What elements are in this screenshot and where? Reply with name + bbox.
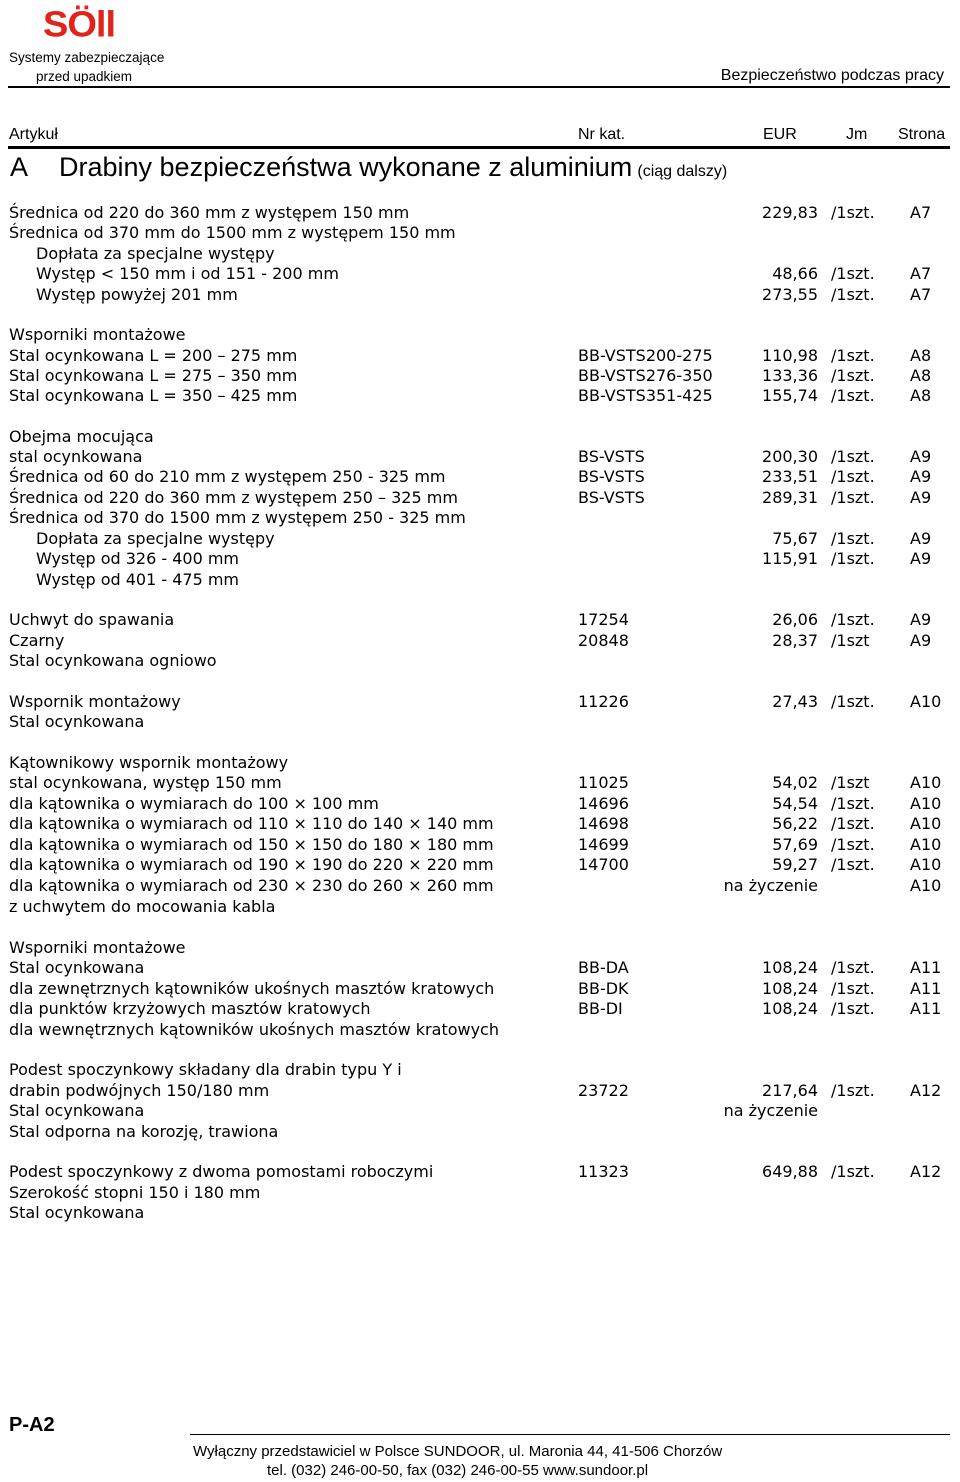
table-row <box>0 814 960 834</box>
row-description: dla punktów krzyżowych masztów kratowych <box>9 999 371 1018</box>
table-row <box>0 427 960 447</box>
row-page-ref: A10 <box>910 855 942 874</box>
row-unit: /1szt. <box>831 264 875 283</box>
row-page-ref: A10 <box>910 773 942 792</box>
table-row <box>0 386 960 406</box>
row-catalog-number: 14700 <box>578 855 629 874</box>
table-row <box>0 753 960 773</box>
table-row <box>0 325 960 345</box>
row-price: 217,64 <box>762 1081 818 1100</box>
row-description: Dopłata za specjalne występy <box>36 529 275 548</box>
table-row <box>0 264 960 284</box>
table-row <box>0 773 960 793</box>
row-unit: /1szt <box>831 773 870 792</box>
row-unit: /1szt. <box>831 610 875 629</box>
column-header-jm: Jm <box>846 126 868 143</box>
table-row <box>0 835 960 855</box>
header-title: Bezpieczeństwo podczas pracy <box>720 67 944 84</box>
row-description: dla kątownika o wymiarach od 110 × 110 do 140 × 140 mm <box>9 814 494 833</box>
row-price: 233,51 <box>762 467 818 486</box>
row-unit: /1szt. <box>831 814 875 833</box>
row-unit: /1szt. <box>831 794 875 813</box>
table-row <box>0 794 960 814</box>
row-catalog-number: BS-VSTS <box>578 447 645 466</box>
row-price: 108,24 <box>762 979 818 998</box>
table-row <box>0 651 960 671</box>
row-unit: /1szt. <box>831 1081 875 1100</box>
row-catalog-number: 11323 <box>578 1162 629 1181</box>
row-description: Średnica od 220 do 360 mm z występem 250 – 325 mm <box>9 488 458 507</box>
row-price: 54,02 <box>772 773 818 792</box>
page-number: P-A2 <box>9 1414 55 1436</box>
section-letter: A <box>10 152 29 182</box>
row-description: Stal ocynkowana <box>9 712 145 731</box>
row-page-ref: A12 <box>910 1162 942 1181</box>
row-price: 54,54 <box>772 794 818 813</box>
row-price: 200,30 <box>762 447 818 466</box>
table-row <box>0 876 960 896</box>
table-row <box>0 958 960 978</box>
table-row <box>0 979 960 999</box>
row-description: Średnica od 220 do 360 mm z występem 150 mm <box>9 203 410 222</box>
table-row <box>0 938 960 958</box>
row-catalog-number: 14696 <box>578 794 629 813</box>
row-page-ref: A9 <box>910 447 932 466</box>
row-unit: /1szt. <box>831 529 875 548</box>
row-catalog-number: BB-DI <box>578 999 623 1018</box>
row-unit: /1szt. <box>831 346 875 365</box>
row-description: dla zewnętrznych kątowników ukośnych masztów kratowych <box>9 979 495 998</box>
row-description: dla wewnętrznych kątowników ukośnych masztów kratowych <box>9 1020 499 1039</box>
footer-address: Wyłączny przedstawiciel w Polsce SUNDOOR, ul. Maronia 44, 41-506 Chorzów <box>193 1443 723 1460</box>
row-price: 289,31 <box>762 488 818 507</box>
column-header-eur: EUR <box>763 126 797 143</box>
row-catalog-number: BS-VSTS <box>578 467 645 486</box>
row-page-ref: A9 <box>910 467 932 486</box>
row-description: Wsporniki montażowe <box>9 325 186 344</box>
row-description: Stal ocynkowana L = 275 – 350 mm <box>9 366 298 385</box>
row-description: Występ od 401 - 475 mm <box>36 570 240 589</box>
row-description: Stal ocynkowana <box>9 958 145 977</box>
row-description: Stal ocynkowana <box>9 1203 145 1222</box>
row-description: drabin podwójnych 150/180 mm <box>9 1081 270 1100</box>
table-row <box>0 712 960 732</box>
row-description: dla kątownika o wymiarach do 100 × 100 mm <box>9 794 379 813</box>
table-row <box>0 488 960 508</box>
row-price: na życzenie <box>723 876 818 895</box>
table-row <box>0 1203 960 1223</box>
footer-divider <box>190 1434 950 1435</box>
section-subtitle: (ciąg dalszy) <box>637 163 728 180</box>
row-unit: /1szt. <box>831 366 875 385</box>
row-price: 115,91 <box>762 549 818 568</box>
tagline-line-2: przed upadkiem <box>36 69 133 84</box>
row-price: 273,55 <box>762 285 818 304</box>
table-row <box>0 610 960 630</box>
table-row <box>0 508 960 528</box>
table-row <box>0 223 960 243</box>
row-price: 110,98 <box>762 346 818 365</box>
table-row <box>0 366 960 386</box>
row-catalog-number: 11226 <box>578 692 629 711</box>
table-row <box>0 244 960 264</box>
row-description: Podest spoczynkowy z dwoma pomostami roboczymi <box>9 1162 434 1181</box>
column-header-strona: Strona <box>898 126 946 143</box>
row-catalog-number: 14699 <box>578 835 629 854</box>
table-row <box>0 1060 960 1080</box>
column-header-nr-kat: Nr kat. <box>578 126 626 143</box>
row-price: 108,24 <box>762 958 818 977</box>
row-description: Czarny <box>9 631 65 650</box>
row-description: dla kątownika o wymiarach od 150 × 150 do 180 × 180 mm <box>9 835 494 854</box>
row-page-ref: A7 <box>910 285 932 304</box>
row-description: Średnica od 370 do 1500 mm z występem 250 - 325 mm <box>9 508 466 527</box>
row-catalog-number: BB-VSTS276-350 <box>578 366 713 385</box>
row-unit: /1szt. <box>831 285 875 304</box>
table-row <box>0 1183 960 1203</box>
row-description: Kątownikowy wspornik montażowy <box>9 753 289 772</box>
row-catalog-number: BB-VSTS351-425 <box>578 386 713 405</box>
section-heading <box>59 152 727 183</box>
row-catalog-number: BS-VSTS <box>578 488 645 507</box>
table-row <box>0 1162 960 1182</box>
table-row <box>0 999 960 1019</box>
table-row <box>0 631 960 651</box>
row-price: 155,74 <box>762 386 818 405</box>
row-description: stal ocynkowana <box>9 447 143 466</box>
row-price: 133,36 <box>762 366 818 385</box>
row-unit: /1szt <box>831 631 870 650</box>
row-page-ref: A7 <box>910 203 932 222</box>
row-description: Dopłata za specjalne występy <box>36 244 275 263</box>
row-page-ref: A10 <box>910 814 942 833</box>
row-page-ref: A10 <box>910 692 942 711</box>
row-description: stal ocynkowana, występ 150 mm <box>9 773 282 792</box>
row-unit: /1szt. <box>831 203 875 222</box>
row-description: Stal ocynkowana L = 350 – 425 mm <box>9 386 298 405</box>
row-page-ref: A7 <box>910 264 932 283</box>
row-page-ref: A12 <box>910 1081 942 1100</box>
row-price: na życzenie <box>723 1101 818 1120</box>
row-unit: /1szt. <box>831 1162 875 1181</box>
table-row <box>0 692 960 712</box>
row-page-ref: A9 <box>910 529 932 548</box>
row-description: Uchwyt do spawania <box>9 610 175 629</box>
row-unit: /1szt. <box>831 488 875 507</box>
row-description: Stal ocynkowana L = 200 – 275 mm <box>9 346 298 365</box>
row-catalog-number: 20848 <box>578 631 629 650</box>
row-description: Występ < 150 mm i od 151 - 200 mm <box>36 264 339 283</box>
footer-contact: tel. (032) 246-00-50, fax (032) 246-00-55 www.sundoor.pl <box>267 1462 649 1479</box>
row-description: Wspornik montażowy <box>9 692 181 711</box>
row-description: dla kątownika o wymiarach od 190 × 190 do 220 × 220 mm <box>9 855 494 874</box>
row-page-ref: A8 <box>910 386 932 405</box>
row-page-ref: A9 <box>910 488 932 507</box>
table-row <box>0 1020 960 1040</box>
table-row <box>0 897 960 917</box>
row-description: z uchwytem do mocowania kabla <box>9 897 276 916</box>
row-description: Podest spoczynkowy składany dla drabin typu Y i <box>9 1060 402 1079</box>
table-row <box>0 203 960 223</box>
row-unit: /1szt. <box>831 549 875 568</box>
row-description: Występ powyżej 201 mm <box>36 285 238 304</box>
row-price: 26,06 <box>772 610 818 629</box>
table-row <box>0 1101 960 1121</box>
row-catalog-number: BB-DK <box>578 979 629 998</box>
row-description: Występ od 326 - 400 mm <box>36 549 240 568</box>
row-catalog-number: BB-VSTS200-275 <box>578 346 713 365</box>
row-price: 108,24 <box>762 999 818 1018</box>
row-unit: /1szt. <box>831 692 875 711</box>
table-row <box>0 529 960 549</box>
section-title: Drabiny bezpieczeństwa wykonane z aluminium <box>59 152 633 182</box>
row-unit: /1szt. <box>831 447 875 466</box>
row-page-ref: A9 <box>910 549 932 568</box>
row-price: 57,69 <box>772 835 818 854</box>
row-page-ref: A11 <box>910 958 942 977</box>
table-row <box>0 285 960 305</box>
row-unit: /1szt. <box>831 958 875 977</box>
row-description: dla kątownika o wymiarach od 230 × 230 do 260 × 260 mm <box>9 876 494 895</box>
row-price: 27,43 <box>772 692 818 711</box>
tagline-line-1: Systemy zabezpieczające <box>9 50 165 65</box>
table-row <box>0 1081 960 1101</box>
row-page-ref: A10 <box>910 794 942 813</box>
row-page-ref: A10 <box>910 835 942 854</box>
soell-logo: SÖll <box>43 5 116 45</box>
row-price: 48,66 <box>772 264 818 283</box>
row-price: 229,83 <box>762 203 818 222</box>
table-row <box>0 346 960 366</box>
row-description: Wsporniki montażowe <box>9 938 186 957</box>
table-row <box>0 1122 960 1142</box>
table-row <box>0 855 960 875</box>
row-catalog-number: BB-DA <box>578 958 629 977</box>
table-row <box>0 570 960 590</box>
row-unit: /1szt. <box>831 835 875 854</box>
row-catalog-number: 11025 <box>578 773 629 792</box>
row-page-ref: A10 <box>910 876 942 895</box>
row-price: 59,27 <box>772 855 818 874</box>
row-page-ref: A8 <box>910 366 932 385</box>
row-unit: /1szt. <box>831 979 875 998</box>
row-catalog-number: 17254 <box>578 610 629 629</box>
row-description: Obejma mocująca <box>9 427 154 446</box>
column-header-artykul: Artykuł <box>9 126 58 143</box>
row-page-ref: A8 <box>910 346 932 365</box>
row-description: Stal odporna na korozję, trawiona <box>9 1122 279 1141</box>
row-unit: /1szt. <box>831 999 875 1018</box>
row-unit: /1szt. <box>831 467 875 486</box>
column-header-divider <box>8 146 950 149</box>
table-row <box>0 467 960 487</box>
row-unit: /1szt. <box>831 386 875 405</box>
row-page-ref: A9 <box>910 631 932 650</box>
header-divider <box>8 86 950 88</box>
row-description: Szerokość stopni 150 i 180 mm <box>9 1183 261 1202</box>
row-catalog-number: 23722 <box>578 1081 629 1100</box>
row-catalog-number: 14698 <box>578 814 629 833</box>
row-page-ref: A11 <box>910 979 942 998</box>
row-unit: /1szt. <box>831 855 875 874</box>
row-description: Stal ocynkowana <box>9 1101 145 1120</box>
row-page-ref: A9 <box>910 610 932 629</box>
row-price: 28,37 <box>772 631 818 650</box>
row-description: Stal ocynkowana ogniowo <box>9 651 217 670</box>
row-price: 56,22 <box>772 814 818 833</box>
row-page-ref: A11 <box>910 999 942 1018</box>
row-price: 75,67 <box>772 529 818 548</box>
row-description: Średnica od 370 mm do 1500 mm z występem 150 mm <box>9 223 456 242</box>
table-row <box>0 447 960 467</box>
table-row <box>0 549 960 569</box>
row-description: Średnica od 60 do 210 mm z występem 250 - 325 mm <box>9 467 446 486</box>
row-price: 649,88 <box>762 1162 818 1181</box>
